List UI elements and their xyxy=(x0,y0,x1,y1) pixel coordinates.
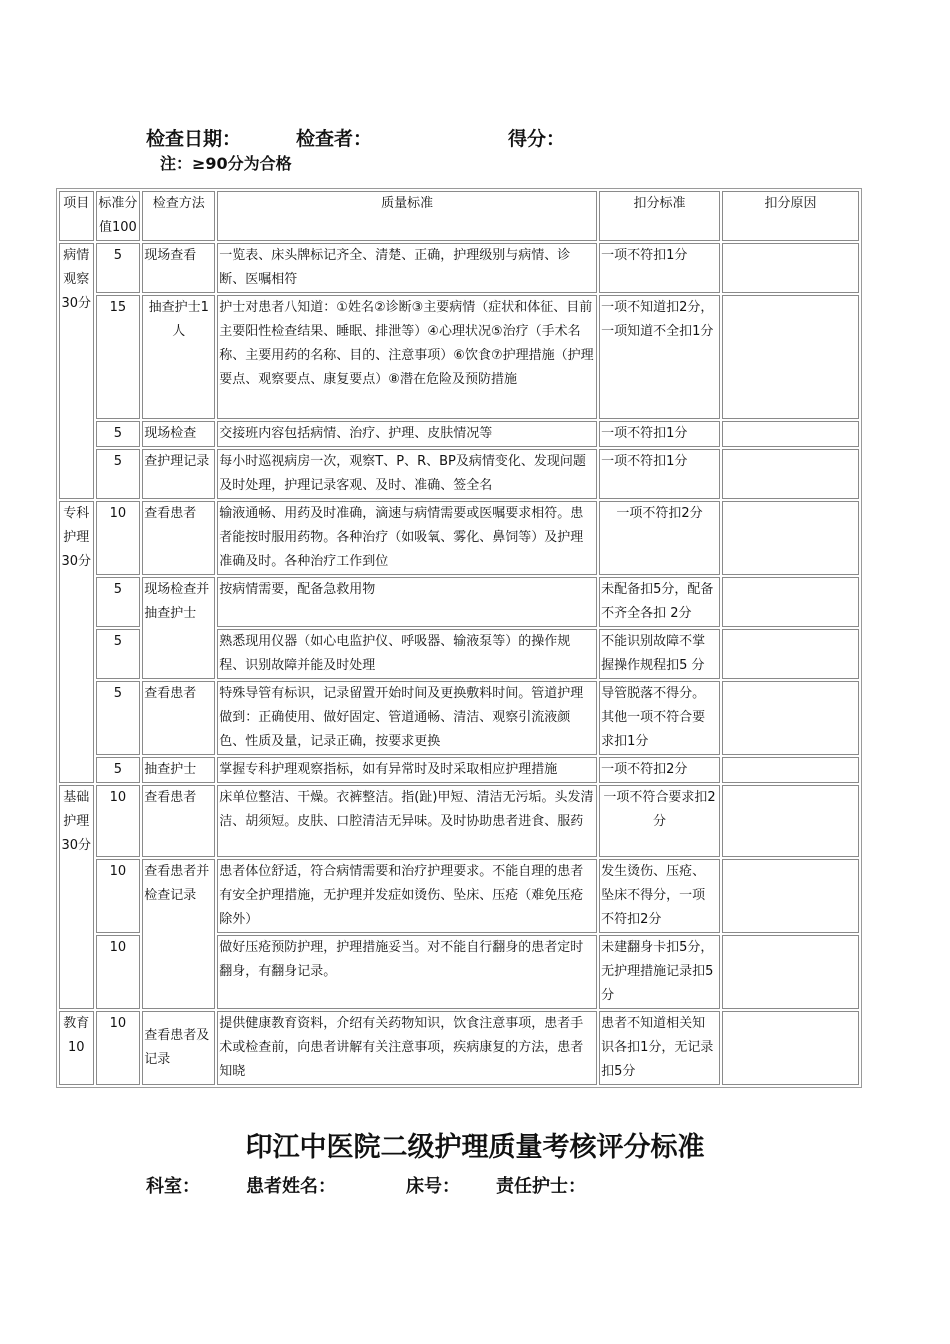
table-row xyxy=(59,295,859,419)
row-quality: 每小时巡视病房一次，观察T、P、R、BP及病情变化、发现问题及时处理，护理记录客观、及时、准确、签全名 xyxy=(217,449,597,499)
section-specialty-nursing: 专科护理30分 xyxy=(59,501,94,783)
row-reason[interactable] xyxy=(722,859,859,933)
table-row xyxy=(59,421,859,447)
section-basic-nursing: 基础护理30分 xyxy=(59,785,94,1009)
col-deduct-reason: 扣分原因 xyxy=(722,191,859,241)
row-deduct: 导管脱落不得分。其他一项不符合要求扣1分 xyxy=(599,681,720,755)
section-education: 教育10 xyxy=(59,1011,94,1085)
section-condition-observation: 病情观察30分 xyxy=(59,243,94,499)
pass-note: 注：≥90分为合格 xyxy=(160,154,292,173)
table-row xyxy=(59,785,859,857)
row-quality: 床单位整洁、干燥。衣裤整洁。指(趾)甲短、清洁无污垢。头发清洁、胡须短。皮肤、口腔清洁无异味。及时协助患者进食、服药 xyxy=(217,785,597,857)
row-reason[interactable] xyxy=(722,785,859,857)
row-method: 查看患者并检查记录 xyxy=(142,859,215,1009)
row-score: 5 xyxy=(96,449,141,499)
row-deduct: 一项不知道扣2分，一项知道不全扣1分 xyxy=(599,295,720,419)
row-method: 查护理记录 xyxy=(142,449,215,499)
row-method: 抽查护士1人 xyxy=(142,295,215,419)
row-reason[interactable] xyxy=(722,501,859,575)
row-method: 现场查看 xyxy=(142,243,215,293)
row-reason[interactable] xyxy=(722,935,859,1009)
responsible-nurse-label: 责任护士： xyxy=(496,1176,586,1197)
row-method: 查看患者 xyxy=(142,785,215,857)
col-quality: 质量标准 xyxy=(217,191,597,241)
table-row xyxy=(59,243,859,293)
score-label: 得分： xyxy=(508,128,566,150)
row-reason[interactable] xyxy=(722,577,859,627)
row-deduct: 患者不知道相关知识各扣1分，无记录扣5分 xyxy=(599,1011,720,1085)
table-row xyxy=(59,681,859,755)
row-quality: 患者体位舒适，符合病情需要和治疗护理要求。不能自理的患者有安全护理措施，无护理并发症如烫伤、坠床、压疮（难免压疮除外） xyxy=(217,859,597,933)
row-score: 10 xyxy=(96,501,141,575)
row-quality: 特殊导管有标识，记录留置开始时间及更换敷料时间。管道护理做到：正确使用、做好固定、管道通畅、清洁、观察引流液颜色、性质及量，记录正确，按要求更换 xyxy=(217,681,597,755)
row-method: 现场检查并抽查护士 xyxy=(142,577,215,679)
row-reason[interactable] xyxy=(722,629,859,679)
row-reason[interactable] xyxy=(722,681,859,755)
row-reason[interactable] xyxy=(722,449,859,499)
row-reason[interactable] xyxy=(722,757,859,783)
row-score: 15 xyxy=(96,295,141,419)
table-row xyxy=(59,449,859,499)
row-method: 查看患者 xyxy=(142,681,215,755)
row-deduct: 一项不符扣1分 xyxy=(599,449,720,499)
row-deduct: 一项不符扣1分 xyxy=(599,243,720,293)
row-deduct: 一项不符扣2分 xyxy=(599,501,720,575)
row-score: 5 xyxy=(96,243,141,293)
row-deduct: 一项不符合要求扣2分 xyxy=(599,785,720,857)
row-quality: 做好压疮预防护理，护理措施妥当。对不能自行翻身的患者定时翻身，有翻身记录。 xyxy=(217,935,597,1009)
row-quality: 交接班内容包括病情、治疗、护理、皮肤情况等 xyxy=(217,421,597,447)
col-project: 项目 xyxy=(59,191,94,241)
table-row xyxy=(59,501,859,575)
row-reason[interactable] xyxy=(722,1011,859,1085)
row-quality: 输液通畅、用药及时准确，滴速与病情需要或医嘱要求相符。患者能按时服用药物。各种治疗（如吸氧、雾化、鼻饲等）及护理准确及时。各种治疗工作到位 xyxy=(217,501,597,575)
row-score: 10 xyxy=(96,1011,141,1085)
row-reason[interactable] xyxy=(722,243,859,293)
bed-number-label: 床号： xyxy=(406,1176,460,1197)
dept-label: 科室： xyxy=(146,1176,200,1197)
patient-name-label: 患者姓名： xyxy=(246,1176,336,1197)
row-score: 5 xyxy=(96,757,141,783)
check-date-label: 检查日期： xyxy=(146,128,242,150)
row-deduct: 一项不符扣2分 xyxy=(599,757,720,783)
row-quality: 护士对患者八知道：①姓名②诊断③主要病情（症状和体征、目前主要阳性检查结果、睡眠、排泄等）④心理状况⑤治疗（手术名称、主要用药的名称、目的、注意事项）⑥饮食⑦护理措施（护理要点、观察要点、康复要点）⑧潜在危险及预防措施 xyxy=(217,295,597,419)
row-score: 10 xyxy=(96,785,141,857)
row-quality: 一览表、床头牌标记齐全、清楚、正确，护理级别与病情、诊断、医嘱相符 xyxy=(217,243,597,293)
row-method: 现场检查 xyxy=(142,421,215,447)
row-score: 5 xyxy=(96,421,141,447)
row-reason[interactable] xyxy=(722,421,859,447)
table-row xyxy=(59,577,859,627)
col-standard-score: 标准分值100 xyxy=(96,191,141,241)
row-score: 5 xyxy=(96,629,141,679)
document-title: 印江中医院二级护理质量考核评分标准 xyxy=(245,1132,705,1163)
row-deduct: 一项不符扣1分 xyxy=(599,421,720,447)
row-deduct: 发生烫伤、压疮、坠床不得分，一项不符扣2分 xyxy=(599,859,720,933)
col-deduct-standard: 扣分标准 xyxy=(599,191,720,241)
row-score: 5 xyxy=(96,577,141,627)
header-row xyxy=(59,191,859,241)
row-reason[interactable] xyxy=(722,295,859,419)
row-quality: 按病情需要，配备急救用物 xyxy=(217,577,597,627)
row-quality: 掌握专科护理观察指标，如有异常时及时采取相应护理措施 xyxy=(217,757,597,783)
row-score: 10 xyxy=(96,935,141,1009)
row-score: 5 xyxy=(96,681,141,755)
row-score: 10 xyxy=(96,859,141,933)
table-row xyxy=(59,859,859,933)
row-deduct: 未建翻身卡扣5分，无护理措施记录扣5分 xyxy=(599,935,720,1009)
row-method: 查看患者 xyxy=(142,501,215,575)
row-method: 抽查护士 xyxy=(142,757,215,783)
row-deduct: 不能识别故障不掌握操作规程扣5 分 xyxy=(599,629,720,679)
checker-label: 检查者： xyxy=(296,128,373,150)
nursing-quality-table xyxy=(56,188,862,1088)
row-quality: 熟悉现用仪器（如心电监护仪、呼吸器、输液泵等）的操作规程、识别故障并能及时处理 xyxy=(217,629,597,679)
row-deduct: 未配备扣5分，配备不齐全各扣 2分 xyxy=(599,577,720,627)
row-method: 查看患者及记录 xyxy=(142,1011,215,1085)
table-row xyxy=(59,757,859,783)
table-row xyxy=(59,1011,859,1085)
row-quality: 提供健康教育资料，介绍有关药物知识，饮食注意事项，患者手术或检查前，向患者讲解有关注意事项，疾病康复的方法，患者知晓 xyxy=(217,1011,597,1085)
col-method: 检查方法 xyxy=(142,191,215,241)
